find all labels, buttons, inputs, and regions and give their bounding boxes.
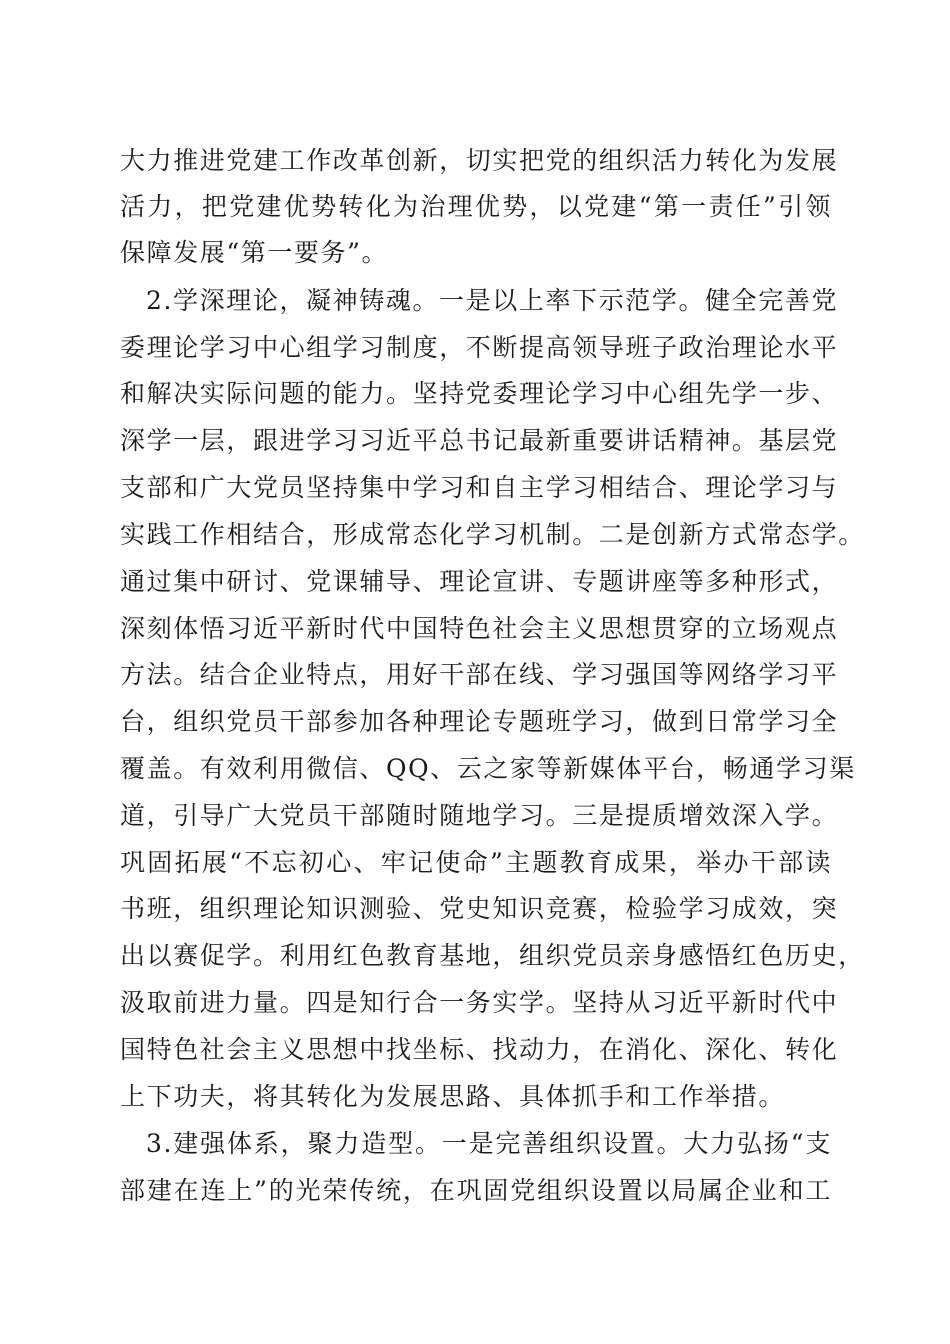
text-line: 支部和广大党员坚持集中学习和自主学习相结合、理论学习与 (120, 473, 839, 502)
text-line: 实践工作相结合，形成常态化学习机制。二是创新方式常态学。 (120, 520, 865, 549)
text-line: 保障发展“第一要务”。 (120, 238, 389, 267)
text-line: 出以赛促学。利用红色教育基地，组织党员亲身感悟红色历史， (120, 941, 865, 970)
text-line: 方法。结合企业特点，用好干部在线、学习强国等网络学习平 (120, 660, 839, 689)
text-line: 2.学深理论，凝神铸魂。一是以上率下示范学。健全完善党 (146, 286, 839, 315)
text-line: 巩固拓展“不忘初心、牢记使命”主题教育成果，举办干部读 (120, 848, 832, 877)
text-line: 通过集中研讨、党课辅导、理论宣讲、专题讲座等多种形式， (120, 567, 839, 596)
text-line: 书班，组织理论知识测验、党史知识竞赛，检验学习成效，突 (120, 894, 839, 923)
text-line: 汲取前进力量。四是知行合一务实学。坚持从习近平新时代中 (120, 988, 839, 1017)
text-line: 上下功夫，将其转化为发展思路、具体抓手和工作举措。 (120, 1082, 786, 1111)
text-line: 和解决实际问题的能力。坚持党委理论学习中心组先学一步、 (120, 379, 839, 408)
text-line: 委理论学习中心组学习制度，不断提高领导班子政治理论水平 (120, 333, 839, 362)
text-line: 3.建强体系，聚力造型。一是完善组织设置。大力弘扬“支 (146, 1129, 832, 1158)
text-line: 部建在连上”的光荣传统，在巩固党组织设置以局属企业和工 (120, 1176, 832, 1205)
text-line: 道，引导广大党员干部随时随地学习。三是提质增效深入学。 (120, 801, 839, 830)
text-line: 覆盖。有效利用微信、QQ、云之家等新媒体平台，畅通学习渠 (120, 754, 856, 783)
text-line: 深刻体悟习近平新时代中国特色社会主义思想贯穿的立场观点 (120, 614, 839, 643)
text-line: 活力，把党建优势转化为治理优势，以党建“第一责任”引领 (120, 192, 832, 221)
text-line: 深学一层，跟进学习习近平总书记最新重要讲话精神。基层党 (120, 426, 839, 455)
text-line: 国特色社会主义思想中找坐标、找动力，在消化、深化、转化 (120, 1035, 839, 1064)
text-line: 台，组织党员干部参加各种理论专题班学习，做到日常学习全 (120, 707, 839, 736)
text-line: 大力推进党建工作改革创新，切实把党的组织活力转化为发展 (120, 146, 839, 175)
